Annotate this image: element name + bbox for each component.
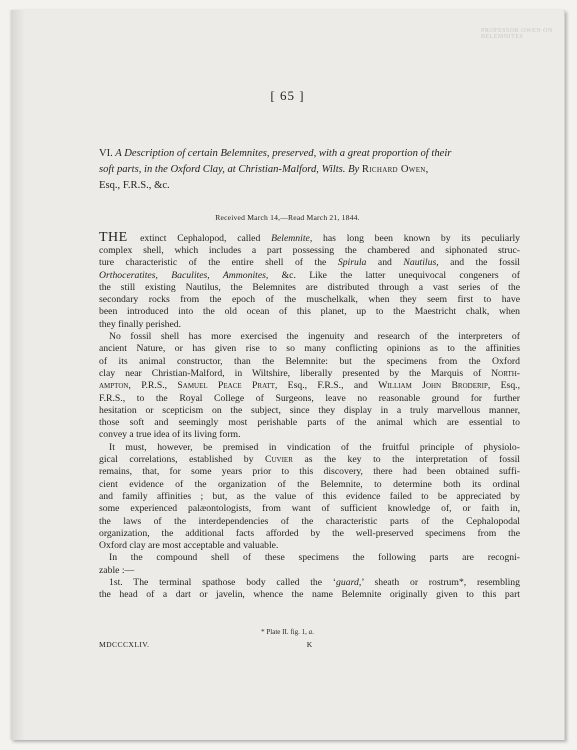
text-line: zable :— [99, 564, 135, 576]
text-line: gical correlations, established by Cuvier as the key to the interpretation of fossil [99, 454, 520, 466]
author-name: Richard Owen, [361, 164, 429, 175]
text-line: the still existing Nautilus, the Belemnites are distributed through a vast series of the [99, 281, 520, 293]
text-line: F.R.S., to the Royal College of Surgeons, leave no reasonable ground for further [99, 392, 520, 404]
text-line: the laws of the interdependencies of the characteristic parts of the Cephalopodal [99, 515, 520, 527]
text-line: of its animal constructor, than the Belemnite: but the specimens from the Oxford [99, 355, 520, 367]
book-page [11, 10, 565, 740]
text-line: cient evidence of the organization of the Belemnite, to determine both its ordinal [99, 478, 520, 490]
bleed-through-text: PROFESSOR OWEN ON BELEMNITES [481, 28, 553, 40]
text-line: ture characteristic of the entire shell of the Spirula and Nautilus, and the fossil [99, 257, 520, 269]
text-line: ancient Nature, or has given rise to so many conflicting opinions as to the affinities [99, 343, 520, 355]
drop-cap: THE [99, 231, 141, 245]
text-line: No fossil shell has more exercised the ingenuity and research of the interpreters of [109, 331, 520, 343]
title-line-2: soft parts, in the Oxford Clay, at Christian-Malford, Wilts. By [99, 164, 360, 175]
footnote: * Plate II. fig. 1, a. [261, 628, 314, 636]
text-line: 1st. The terminal spathose body called the ‘guard,’ sheath or rostrum*, resembling [109, 577, 520, 589]
author-credentials: Esq., F.R.S., &c. [99, 180, 170, 191]
text-line: convey a true idea of its living form. [99, 429, 241, 441]
text-line: remains, that, for some years prior to this discovery, there had been obtained suffi- [99, 466, 520, 478]
text-line: In the compound shell of these specimens the following parts are recogni- [109, 552, 520, 564]
received-date: Received March 14,—Read March 21, 1844. [215, 213, 360, 222]
article-title [99, 146, 519, 194]
text-line: ampton, P.R.S., Samuel Peace Pratt, Esq., F.R.S., and William John Broderip, Esq., [99, 380, 520, 392]
page-number: [ 65 ] [270, 88, 305, 103]
text-line: those soft and seemingly most perishable parts of the animal which are essential to [99, 417, 520, 429]
text-line: complex shell, which includes a part possessing the chambered and siphonated struc- [99, 245, 520, 256]
text-line: secondary rocks from the epoch of the muschelkalk, when they seem first to have [99, 294, 520, 306]
text-line: It must, however, be premised in vindication of the fruitful principle of physiolo- [109, 441, 520, 453]
article-number: VI. [99, 148, 113, 159]
text-line: they finally perished. [99, 318, 182, 330]
text-line: organization, the additional facts afforded by the well-preserved specimens from the [99, 527, 520, 539]
text-line: and family affinities ; but, as the value of this evidence failed to be appreciated by [99, 490, 520, 502]
text-line: the head of a dart or javelin, whence the name Belemnite originally given to this part [99, 589, 520, 601]
text-line: Oxford clay are most acceptable and valuable. [99, 540, 279, 552]
text-line: some experienced palæontologists, from want of sufficient knowledge of, or faith in, [99, 503, 520, 515]
signature-mark: K [306, 640, 313, 649]
text-line: THE extinct Cephalopod, called Belemnite, has long been known by its peculiarly [99, 231, 520, 245]
volume-year: MDCCCXLIV. [99, 640, 150, 649]
title-line-1: A Description of certain Belemnites, preserved, with a great proportion of their [115, 148, 452, 159]
text-line: been introduced into the old ocean of this planet, up to the Maestricht chalk, when [99, 306, 520, 318]
article-body [99, 231, 520, 602]
text-line: Orthoceratites, Baculites, Ammonites, &c. Like the latter unequivocal congeners of [99, 269, 520, 281]
text-line: hesitation or scepticism on the subject, since they display in a truly marvellous manner, [99, 404, 520, 416]
text-line: clay near Christian-Malford, in Wiltshire, liberally presented by the Marquis of North- [99, 367, 520, 379]
